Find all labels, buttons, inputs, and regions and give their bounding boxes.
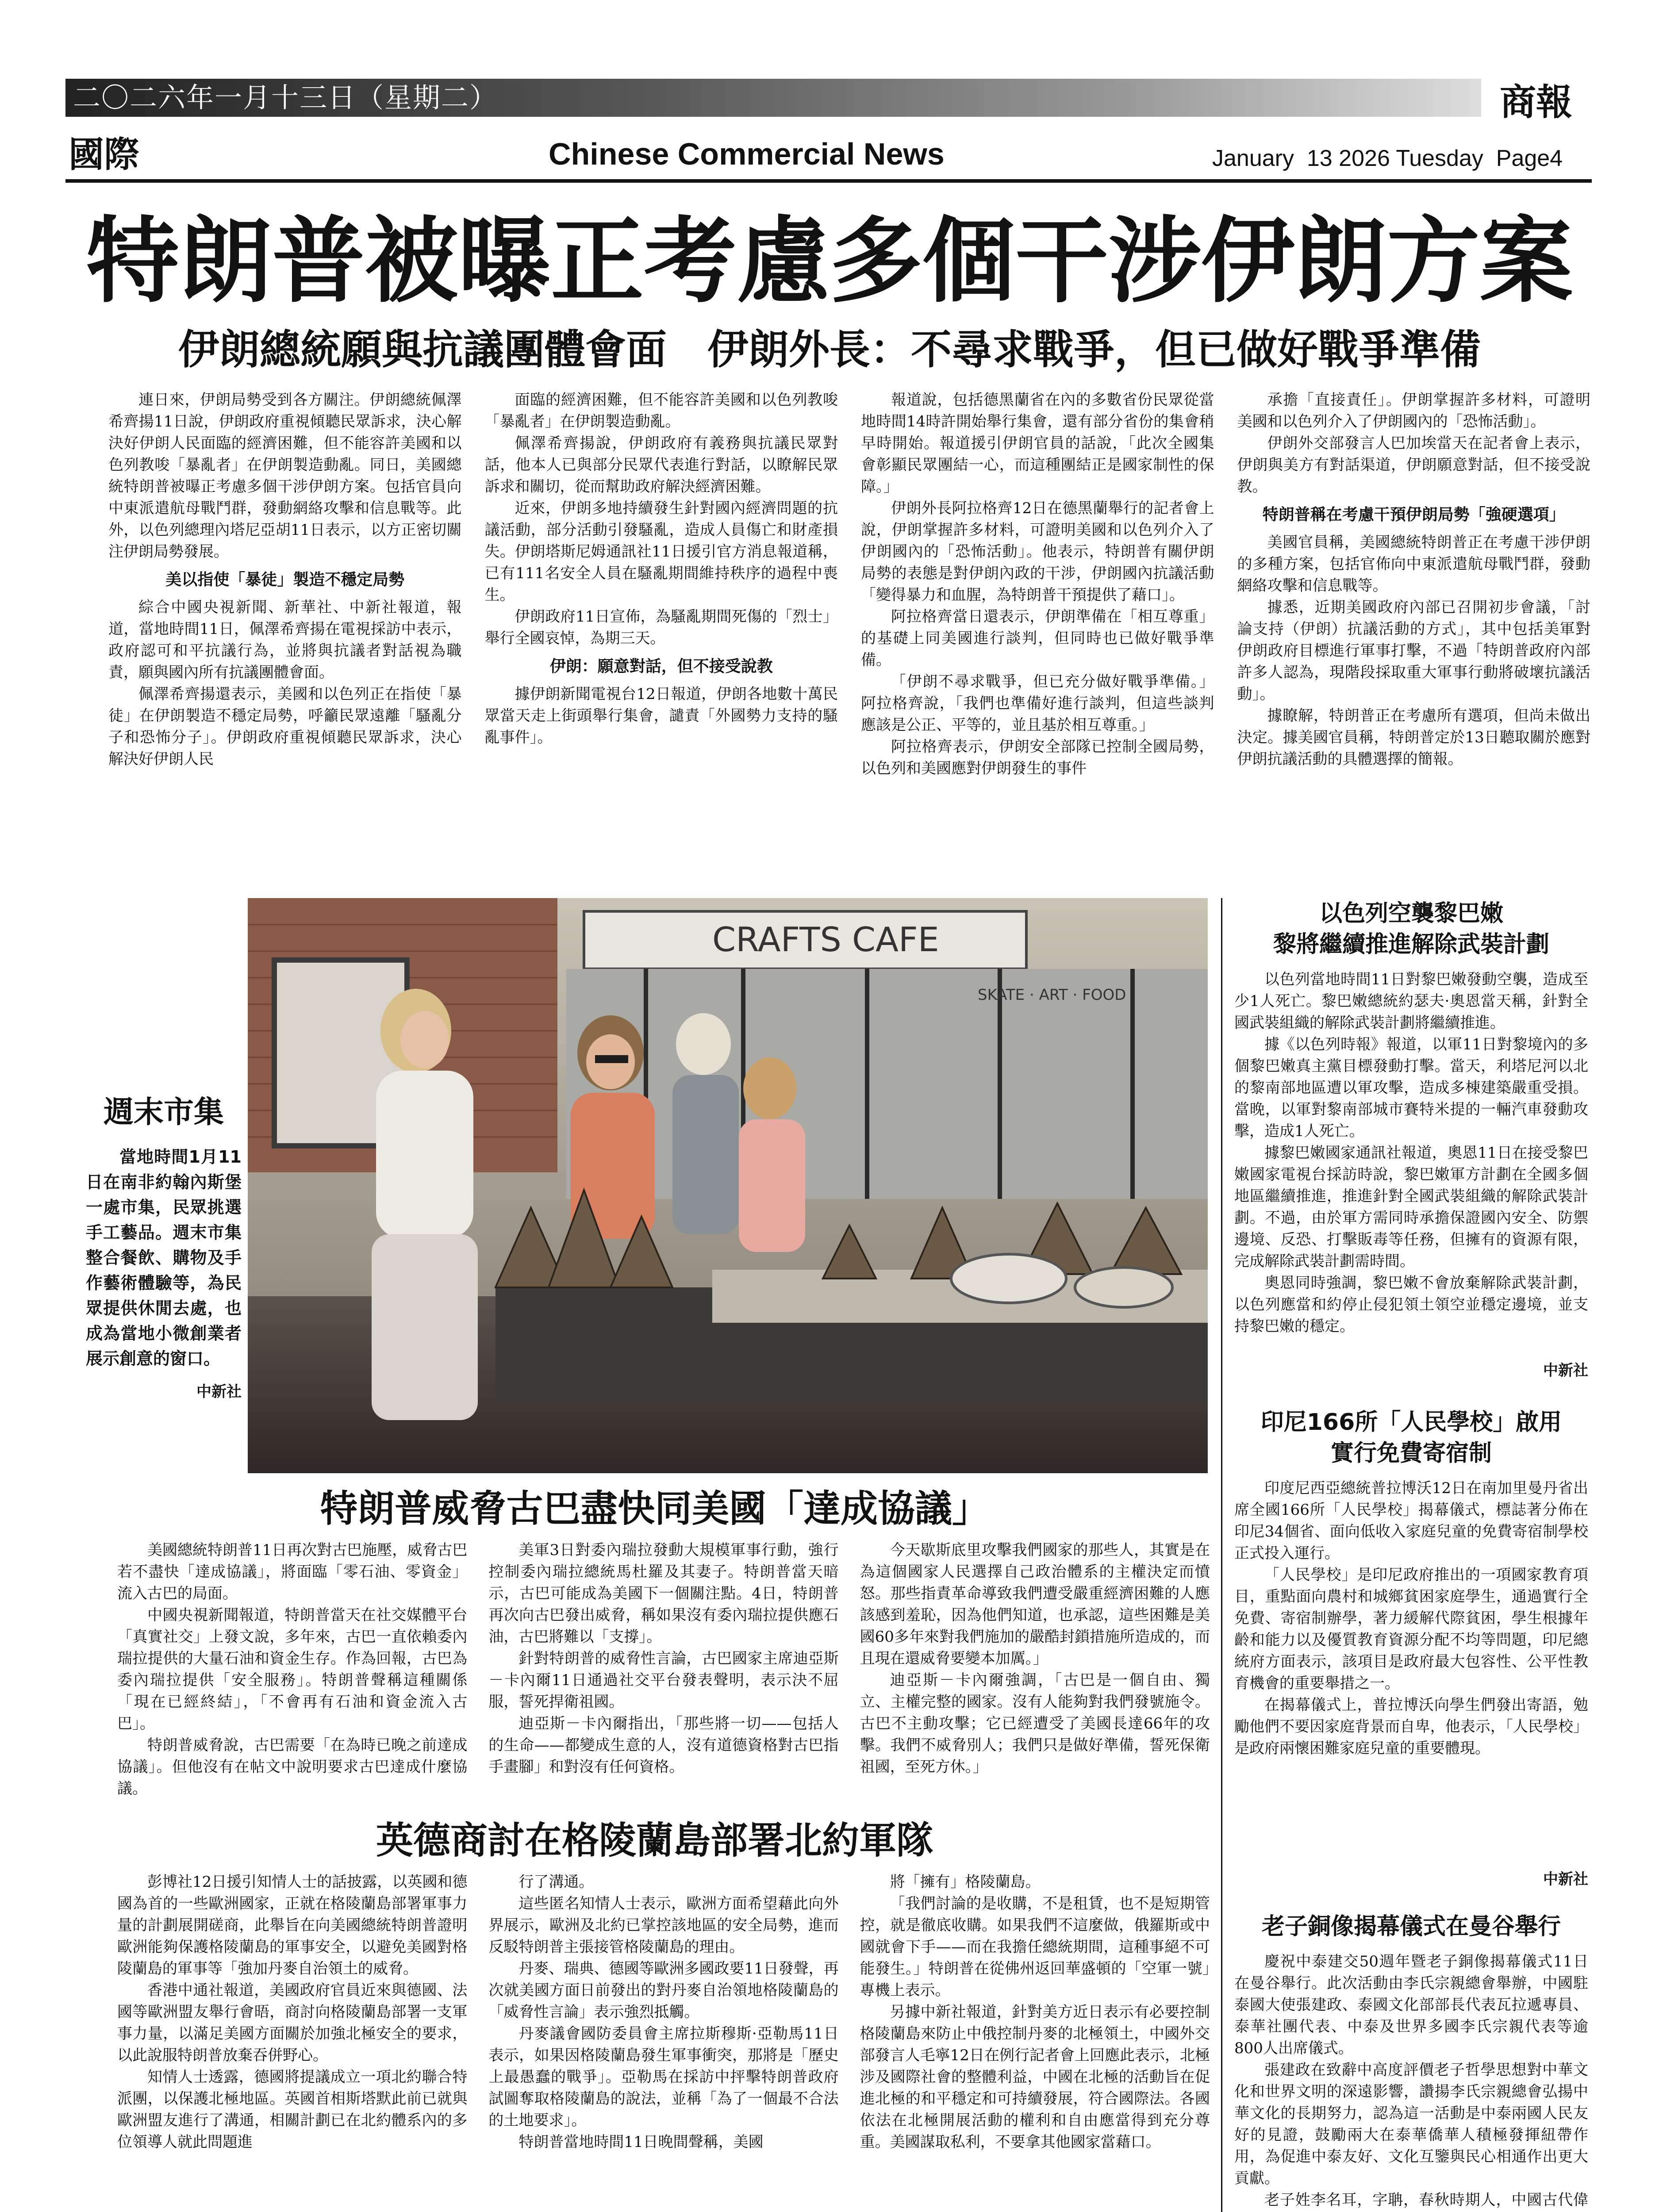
lebanon-headline: 以色列空襲黎巴嫩 bbox=[1319, 900, 1503, 927]
lead-column-1 bbox=[108, 389, 462, 885]
greenland-column-3 bbox=[860, 1871, 1210, 2212]
sign-small-text: SKATE · ART · FOOD bbox=[978, 986, 1126, 1004]
lead-subheading: 美以指使「暴徒」製造不穩定局勢 bbox=[165, 570, 405, 589]
basket bbox=[1075, 1267, 1172, 1307]
lead-paragraph: 連日來，伊朗局勢受到各方關注。伊朗總統佩澤希齊揚11日說，伊朗政府重視傾聽民眾訴求，決心解決好伊朗人民面臨的經濟困難，但不能容許美國和以色列教唆「暴亂者」在伊朗製造動亂。同日，美國總統特朗普被曝正考慮多個干涉伊朗方案。包括官員向中東派遣航母戰鬥群，發動網絡攻擊和信息戰等。此外，以色列總理內塔尼亞胡11日表示，以方正密切關注伊朗局勢發展。 bbox=[108, 391, 462, 561]
lead-column-2 bbox=[485, 389, 838, 885]
sidebar bbox=[1234, 898, 1588, 2212]
masthead-rule bbox=[65, 179, 1592, 183]
sidebar-indonesia bbox=[1234, 1407, 1588, 1898]
lead-subhead: 伊朗總統願與抗議團體會面 伊朗外長：不尋求戰爭，但已做好戰爭準備 bbox=[178, 326, 1481, 373]
indonesia-paragraph: 印度尼西亞總統普拉博沃12日在南加里曼丹省出席全國166所「人民學校」揭幕儀式，標誌著分佈在印尼34個省、面向低收入家庭兒童的免費寄宿制學校正式投入運行。 bbox=[1234, 1479, 1588, 1562]
lead-paragraph: 報道說，包括德黑蘭省在內的多數省份民眾從當地時間14時許開始舉行集會，還有部分省份的集會稍早時開始。報道援引伊朗官員的話說，「此次全國集會彰顯民眾團結一心，而這種團結正是國家制性的保障。」 bbox=[861, 391, 1214, 495]
lead-paragraph: 面臨的經濟困難，但不能容許美國和以色列教唆「暴亂者」在伊朗製造動亂。 bbox=[484, 391, 838, 430]
masthead-paper-cn: 商報 bbox=[1500, 81, 1573, 123]
cuba-headline: 特朗普威脅古巴盡快同美國「達成協議」 bbox=[320, 1487, 989, 1530]
photo-credit: 中新社 bbox=[196, 1383, 242, 1401]
lead-body bbox=[108, 389, 1590, 885]
sidebar-laozi bbox=[1234, 1911, 1588, 2212]
lead-paragraph: 綜合中國央視新聞、新華社、中新社報道，報道，當地時間11日，佩澤希齊揚在電視採訪中表示，政府認可和平抗議行為，並將與抗議者對話視為職責，願與國內所有抗議團體會面。 bbox=[108, 599, 462, 681]
cuba-paragraph: 美軍3日對委內瑞拉發動大規模軍事行動，強行控制委內瑞拉總統馬杜羅及其妻子。特朗普當天暗示，古巴可能成為美國下一個關注點。4日，特朗普再次向古巴發出威脅，稱如果沒有委內瑞拉提供應石油，古巴將難以「支撐」。 bbox=[488, 1541, 839, 1646]
greenland-paragraph: 彭博社12日援引知情人士的話披露，以英國和德國為首的一些歐洲國家，正就在格陵蘭島部署軍事力量的計劃展開磋商，此舉旨在向美國總統特朗普證明歐洲能夠保護格陵蘭島的軍事安全，以避免美國對格陵蘭島的軍事等「強加丹麥自治領土的威脅。 bbox=[117, 1873, 468, 1978]
lead-paragraph: 「伊朗不尋求戰爭，但已充分做好戰爭準備。」阿拉格齊說，「我們也準備好進行談判，但這些談判應該是公正、平等的，並且基於相互尊重。」 bbox=[861, 673, 1214, 734]
photo-caption-text: 當地時間1月11日在南非約翰內斯堡一處市集，民眾挑選手工藝品。週末市集整合餐飲、購物及手作藝術體驗等，為民眾提供休閒去處，也成為當地小微創業者展示創意的窗口。 bbox=[86, 1147, 242, 1368]
lead-paragraph: 據悉，近期美國政府內部已召開初步會議，「討論支持（伊朗）抗議活動的方式」，其中包括美軍對伊朗政府目標進行軍事打擊，不過「特朗普政府內部許多人認為，現階段採取重大軍事行動將破壞抗議活動」。 bbox=[1237, 599, 1590, 703]
photo-caption bbox=[80, 1144, 248, 1405]
lead-paragraph: 阿拉格齊表示，伊朗安全部隊已控制全國局勢，以色列和美國應對伊朗發生的事件 bbox=[861, 738, 1214, 777]
lead-subheading: 特朗普稱在考慮干預伊朗局勢「強硬選項」 bbox=[1262, 505, 1565, 524]
lebanon-paragraph: 奧恩同時強調，黎巴嫩不會放棄解除武裝計劃，以色列應當和約停止侵犯領土領空並穩定邊境，並支持黎巴嫩的穩定。 bbox=[1234, 1274, 1588, 1335]
cuba-paragraph: 今天歇斯底里攻擊我們國家的那些人，其實是在為這個國家人民選擇自己政治體系的主權決定而憤怒。那些指責革命導致我們遭受嚴重經濟困難的人應該感到羞恥，因為他們知道，也承認，這些困難是美國60多年來對我們施加的嚴酷封鎖措施所造成的，而且現在還威脅要變本加厲。」 bbox=[860, 1541, 1210, 1667]
greenland-paragraph: 「我們討論的是收購，不是租賃，也不是短期管控，就是徹底收購。如果我們不這麼做，俄羅斯或中國就會下手——而在我擔任總統期間，這種事絕不可能發生。」特朗普在從佛州返回華盛頓的「空軍一號」專機上表示。 bbox=[860, 1895, 1210, 1999]
lebanon-paragraph: 據《以色列時報》報道，以軍11日對黎境內的多個黎巴嫩真主黨目標發動打擊。當天，利塔尼河以北的黎南部地區遭以軍攻擊，造成多棟建築嚴重受損。當晚，以軍對黎南部城市賽特米提的一輛汽車發動攻擊，造成1人死亡。 bbox=[1234, 1036, 1588, 1140]
indonesia-headline-2: 實行免費寄宿制 bbox=[1330, 1440, 1492, 1467]
lead-paragraph: 佩澤希齊揚還表示，美國和以色列正在指使「暴徒」在伊朗製造不穩定局勢，呼籲民眾遠離「騷亂分子和恐怖分子」。伊朗政府重視傾聽民眾訴求，決心解決好伊朗人民 bbox=[108, 685, 462, 768]
greenland-column-1 bbox=[117, 1871, 467, 2212]
greenland-paragraph: 這些匿名知情人士表示，歐洲方面希望藉此向外界展示，歐洲及北約已掌控該地區的安全局勢，進而反駁特朗普主張接管格陵蘭島的理由。 bbox=[488, 1895, 839, 1956]
greenland-headline: 英德商討在格陵蘭島部署北約軍隊 bbox=[376, 1819, 933, 1862]
lead-paragraph: 伊朗外長阿拉格齊12日在德黑蘭舉行的記者會上說，伊朗掌握許多材料，可證明美國和以色列介入了伊朗國內的「恐怖活動」。他表示，特朗普有關伊朗局勢的表態是對伊朗內政的干涉，伊朗國內抗議活動「變得暴力和血腥，為特朗普干預提供了藉口」。 bbox=[861, 499, 1214, 604]
greenland-paragraph: 另據中新社報道，針對美方近日表示有必要控制格陵蘭島來防止中俄控制丹麥的北極領土，中國外交部發言人毛寧12日在例行記者會上回應此表示，北極涉及國際社會的整體利益，中國在北極的活動旨在促進北極的和平穩定和可持續發展，符合國際法。各國依法在北極開展活動的權利和自由應當得到充分尊重。美國謀取私利，不要拿其他國家當藉口。 bbox=[860, 2003, 1210, 2151]
cuba-paragraph: 迪亞斯－卡內爾強調，「古巴是一個自由、獨立、主權完整的國家。沒有人能夠對我們發號施令。古巴不主動攻擊；它已經遭受了美國長達66年的攻擊。我們不威脅別人；我們只是做好準備，誓死保衛祖國，至死方休。」 bbox=[860, 1671, 1210, 1776]
greenland-paragraph: 丹麥、瑞典、德國等歐洲多國政要11日發聲，再次就美國方面日前發出的對丹麥自治領地格陵蘭島的「威脅性言論」表示強烈抵觸。 bbox=[488, 1960, 839, 2021]
lead-paragraph: 阿拉格齊當日還表示，伊朗準備在「相互尊重」的基礎上同美國進行談判，但同時也已做好戰爭準備。 bbox=[861, 608, 1214, 669]
laozi-paragraph: 老子姓李名耳，字聃，春秋時期人，中國古代偉 bbox=[1264, 2191, 1588, 2209]
lead-paragraph: 伊朗政府11日宣佈，為騷亂期間死傷的「烈士」舉行全國哀悼，為期三天。 bbox=[484, 608, 838, 647]
lead-paragraph: 據伊朗新聞電視台12日報道，伊朗各地數十萬民眾當天走上街頭舉行集會，譴責「外國勢力支持的騷亂事件」。 bbox=[484, 685, 838, 746]
greenland-paragraph: 將「擁有」格陵蘭島。 bbox=[890, 1873, 1041, 1891]
indonesia-headline: 印尼166所「人民學校」啟用 bbox=[1260, 1409, 1562, 1436]
indonesia-paragraph: 「人民學校」是印尼政府推出的一項國家教育項目，重點面向農村和城鄉貧困家庭學生，通過實行全免費、寄宿制辦學，著力緩解代際貧困，學生根據年齡和能力以及優質教育資源分配不均等問題，印尼總統府方面表示，該項目是政府最大包容性、公平性教育機會的重要舉措之一。 bbox=[1234, 1566, 1588, 1692]
laozi-paragraph: 張建政在致辭中高度評價老子哲學思想對中華文化和世界文明的深遠影響，讚揚李氏宗親總會弘揚中華文化的長期努力，認為這一活動是中泰兩國人民友好的見證，鼓勵兩大在泰華僑華人積極發揮紐帶作用，為促進中泰友好、文化互鑒與民心相通作出更大貢獻。 bbox=[1234, 2061, 1588, 2187]
masthead-paper-en: Chinese Commercial News bbox=[549, 137, 945, 171]
laozi-headline: 老子銅像揭幕儀式在曼谷舉行 bbox=[1261, 1913, 1561, 1940]
shopper-older-man bbox=[672, 1013, 739, 1234]
lead-paragraph: 近來，伊朗多地持續發生針對國內經濟問題的抗議活動，部分活動引發騷亂，造成人員傷亡和財產損失。伊朗塔斯尼姆通訊社11日援引官方消息報道稱，已有111名安全人員在騷亂期間維持秩序的過程中喪生。 bbox=[484, 499, 838, 604]
greenland-paragraph: 特朗普當地時間11日晚間聲稱，美國 bbox=[518, 2133, 764, 2151]
masthead-section: 國際 bbox=[69, 134, 139, 175]
basket bbox=[951, 1254, 1066, 1303]
lebanon-body bbox=[1234, 969, 1588, 1380]
photo-caption-box bbox=[80, 898, 248, 1473]
laozi-paragraph: 慶祝中泰建交50週年暨老子銅像揭幕儀式11日在曼谷舉行。此次活動由李氏宗親總會舉辦，中國駐泰國大使張建政、泰國文化部部長代表瓦拉遞專員、泰華社團代表、中泰及世界多國李氏宗親代表等逾800人出席儀式。 bbox=[1234, 1953, 1588, 2057]
lead-column-4 bbox=[1237, 389, 1591, 885]
lebanon-headline-2: 黎將繼續推進解除武裝計劃 bbox=[1273, 931, 1549, 958]
cuba-column-1 bbox=[117, 1540, 467, 1801]
indonesia-paragraph: 在揭幕儀式上，普拉博沃向學生們發出寄語，勉勵他們不要因家庭背景而自卑，他表示，「人民學校」是政府兩懷困難家庭兒童的重要體現。 bbox=[1234, 1696, 1588, 1757]
lead-paragraph: 佩澤希齊揚說，伊朗政府有義務與抗議民眾對話，他本人已與部分民眾代表進行對話，以瞭解民眾訴求和關切，從而幫助政府解決經濟困難。 bbox=[484, 434, 838, 495]
cuba-column-2 bbox=[488, 1540, 838, 1801]
greenland-paragraph: 香港中通社報道，美國政府官員近來與德國、法國等歐洲盟友舉行會晤，商討向格陵蘭島部署一支軍事力量，以滿足美國方面關於加強北極安全的要求，以此說服特朗普放棄吞併野心。 bbox=[117, 1982, 468, 2064]
greenland-paragraph: 丹麥議會國防委員會主席拉斯穆斯·亞勒馬11日表示，如果因格陵蘭島發生軍事衝突，那將是「歷史上最愚蠢的戰爭」。亞勒馬在採訪中抨擊特朗普政府試圖奪取格陵蘭島的說法，並稱「為了一個最不合法的土地要求」。 bbox=[488, 2025, 839, 2129]
cuba-column-3 bbox=[860, 1540, 1210, 1801]
lead-headline: 特朗普被曝正考慮多個干涉伊朗方案 bbox=[86, 206, 1573, 315]
laozi-body bbox=[1234, 1951, 1588, 2212]
lead-paragraph: 伊朗外交部發言人巴加埃當天在記者會上表示，伊朗與美方有對話渠道，伊朗願意對話，但不接受說教。 bbox=[1237, 434, 1590, 495]
lead-paragraph: 據瞭解，特朗普正在考慮所有選項，但尚未做出決定。據美國官員稱，特朗普定於13日聽取關於應對伊朗抗議活動的具體選擇的簡報。 bbox=[1237, 707, 1590, 768]
greenland-paragraph: 行了溝通。 bbox=[518, 1873, 594, 1891]
masthead-date-en: January 13 2026 Tuesday Page4 bbox=[1212, 146, 1563, 171]
market-photo bbox=[248, 898, 1208, 1473]
lebanon-credit: 中新社 bbox=[1234, 1358, 1588, 1380]
indonesia-body bbox=[1234, 1478, 1588, 1889]
lead-column-3 bbox=[861, 389, 1214, 885]
sidebar-lebanon bbox=[1234, 898, 1588, 1389]
greenland-paragraph: 知情人士透露，德國將提議成立一項北約聯合特派團，以保護北極地區。英國首相斯塔默此前已就與歐洲盟友進行了溝通，相關計劃已在北約體系內的多位領導人就此問題進 bbox=[117, 2068, 468, 2151]
lead-subheading: 伊朗：願意對話，但不接受說教 bbox=[549, 657, 773, 676]
greenland-column-2 bbox=[488, 1871, 838, 2212]
cuba-paragraph: 迪亞斯－卡內爾指出，「那些將一切——包括人的生命——都變成生意的人，沒有道德資格對古巴指手畫腳」和對沒有任何資格。 bbox=[488, 1715, 839, 1776]
cuba-paragraph: 美國總統特朗普11日再次對古巴施壓，威脅古巴若不盡快「達成協議」，將面臨「零石油、零資金」流入古巴的局面。 bbox=[117, 1541, 468, 1602]
cuba-paragraph: 針對特朗普的威脅性言論，古巴國家主席迪亞斯－卡內爾11日通過社交平台發表聲明，表示決不屈服，誓死捍衛祖國。 bbox=[488, 1650, 839, 1711]
sidebar-divider bbox=[1221, 898, 1222, 2212]
lead-paragraph: 承擔「直接責任」。伊朗掌握許多材料，可證明美國和以色列介入了伊朗國內的「恐怖活動」。 bbox=[1237, 391, 1590, 430]
cuba-paragraph: 中國央視新聞報道，特朗普當天在社交媒體平台「真實社交」上發文說，多年來，古巴一直依賴委內瑞拉提供的大量石油和資金生存。作為回報，古巴為委內瑞拉提供「安全服務」。特朗普聲稱這種關係「現在已經終結」，「不會再有石油和資金流入古巴」。 bbox=[117, 1606, 468, 1732]
lebanon-paragraph: 以色列當地時間11日對黎巴嫩發動空襲，造成至少1人死亡。黎巴嫩總統約瑟夫·奧恩當天稱，針對全國武裝組織的解除武裝計劃將繼續推進。 bbox=[1234, 971, 1588, 1032]
cafe-sign-text: CRAFTS CAFE bbox=[712, 920, 939, 959]
shopper-pink-woman bbox=[739, 1057, 805, 1252]
cuba-body bbox=[117, 1540, 1210, 1801]
cuba-paragraph: 特朗普威脅說，古巴需要「在為時已晚之前達成協議」。但他沒有在帖文中說明要求古巴達成什麼協議。 bbox=[117, 1736, 468, 1797]
lebanon-paragraph: 據黎巴嫩國家通訊社報道，奧恩11日在接受黎巴嫩國家電視台採訪時說，黎巴嫩軍方計劃在全國多個地區繼續推進，推進針對全國武裝組織的解除武裝計劃。不過，由於軍方需同時承擔保證國內安全、防禦邊境、反恐、打擊販毒等任務，但擁有的資源有限，完成解除武裝計劃需時間。 bbox=[1234, 1144, 1588, 1270]
indonesia-credit: 中新社 bbox=[1234, 1867, 1588, 1889]
greenland-body bbox=[117, 1871, 1210, 2212]
lead-paragraph: 美國官員稱，美國總統特朗普正在考慮干涉伊朗的多種方案，包括官佈向中東派遣航母戰鬥群，發動網絡攻擊和信息戰等。 bbox=[1237, 534, 1590, 595]
photo-headline: 週末市集 bbox=[103, 1095, 224, 1130]
masthead-date-cn: 二〇二六年一月十三日（星期二） bbox=[73, 81, 498, 114]
